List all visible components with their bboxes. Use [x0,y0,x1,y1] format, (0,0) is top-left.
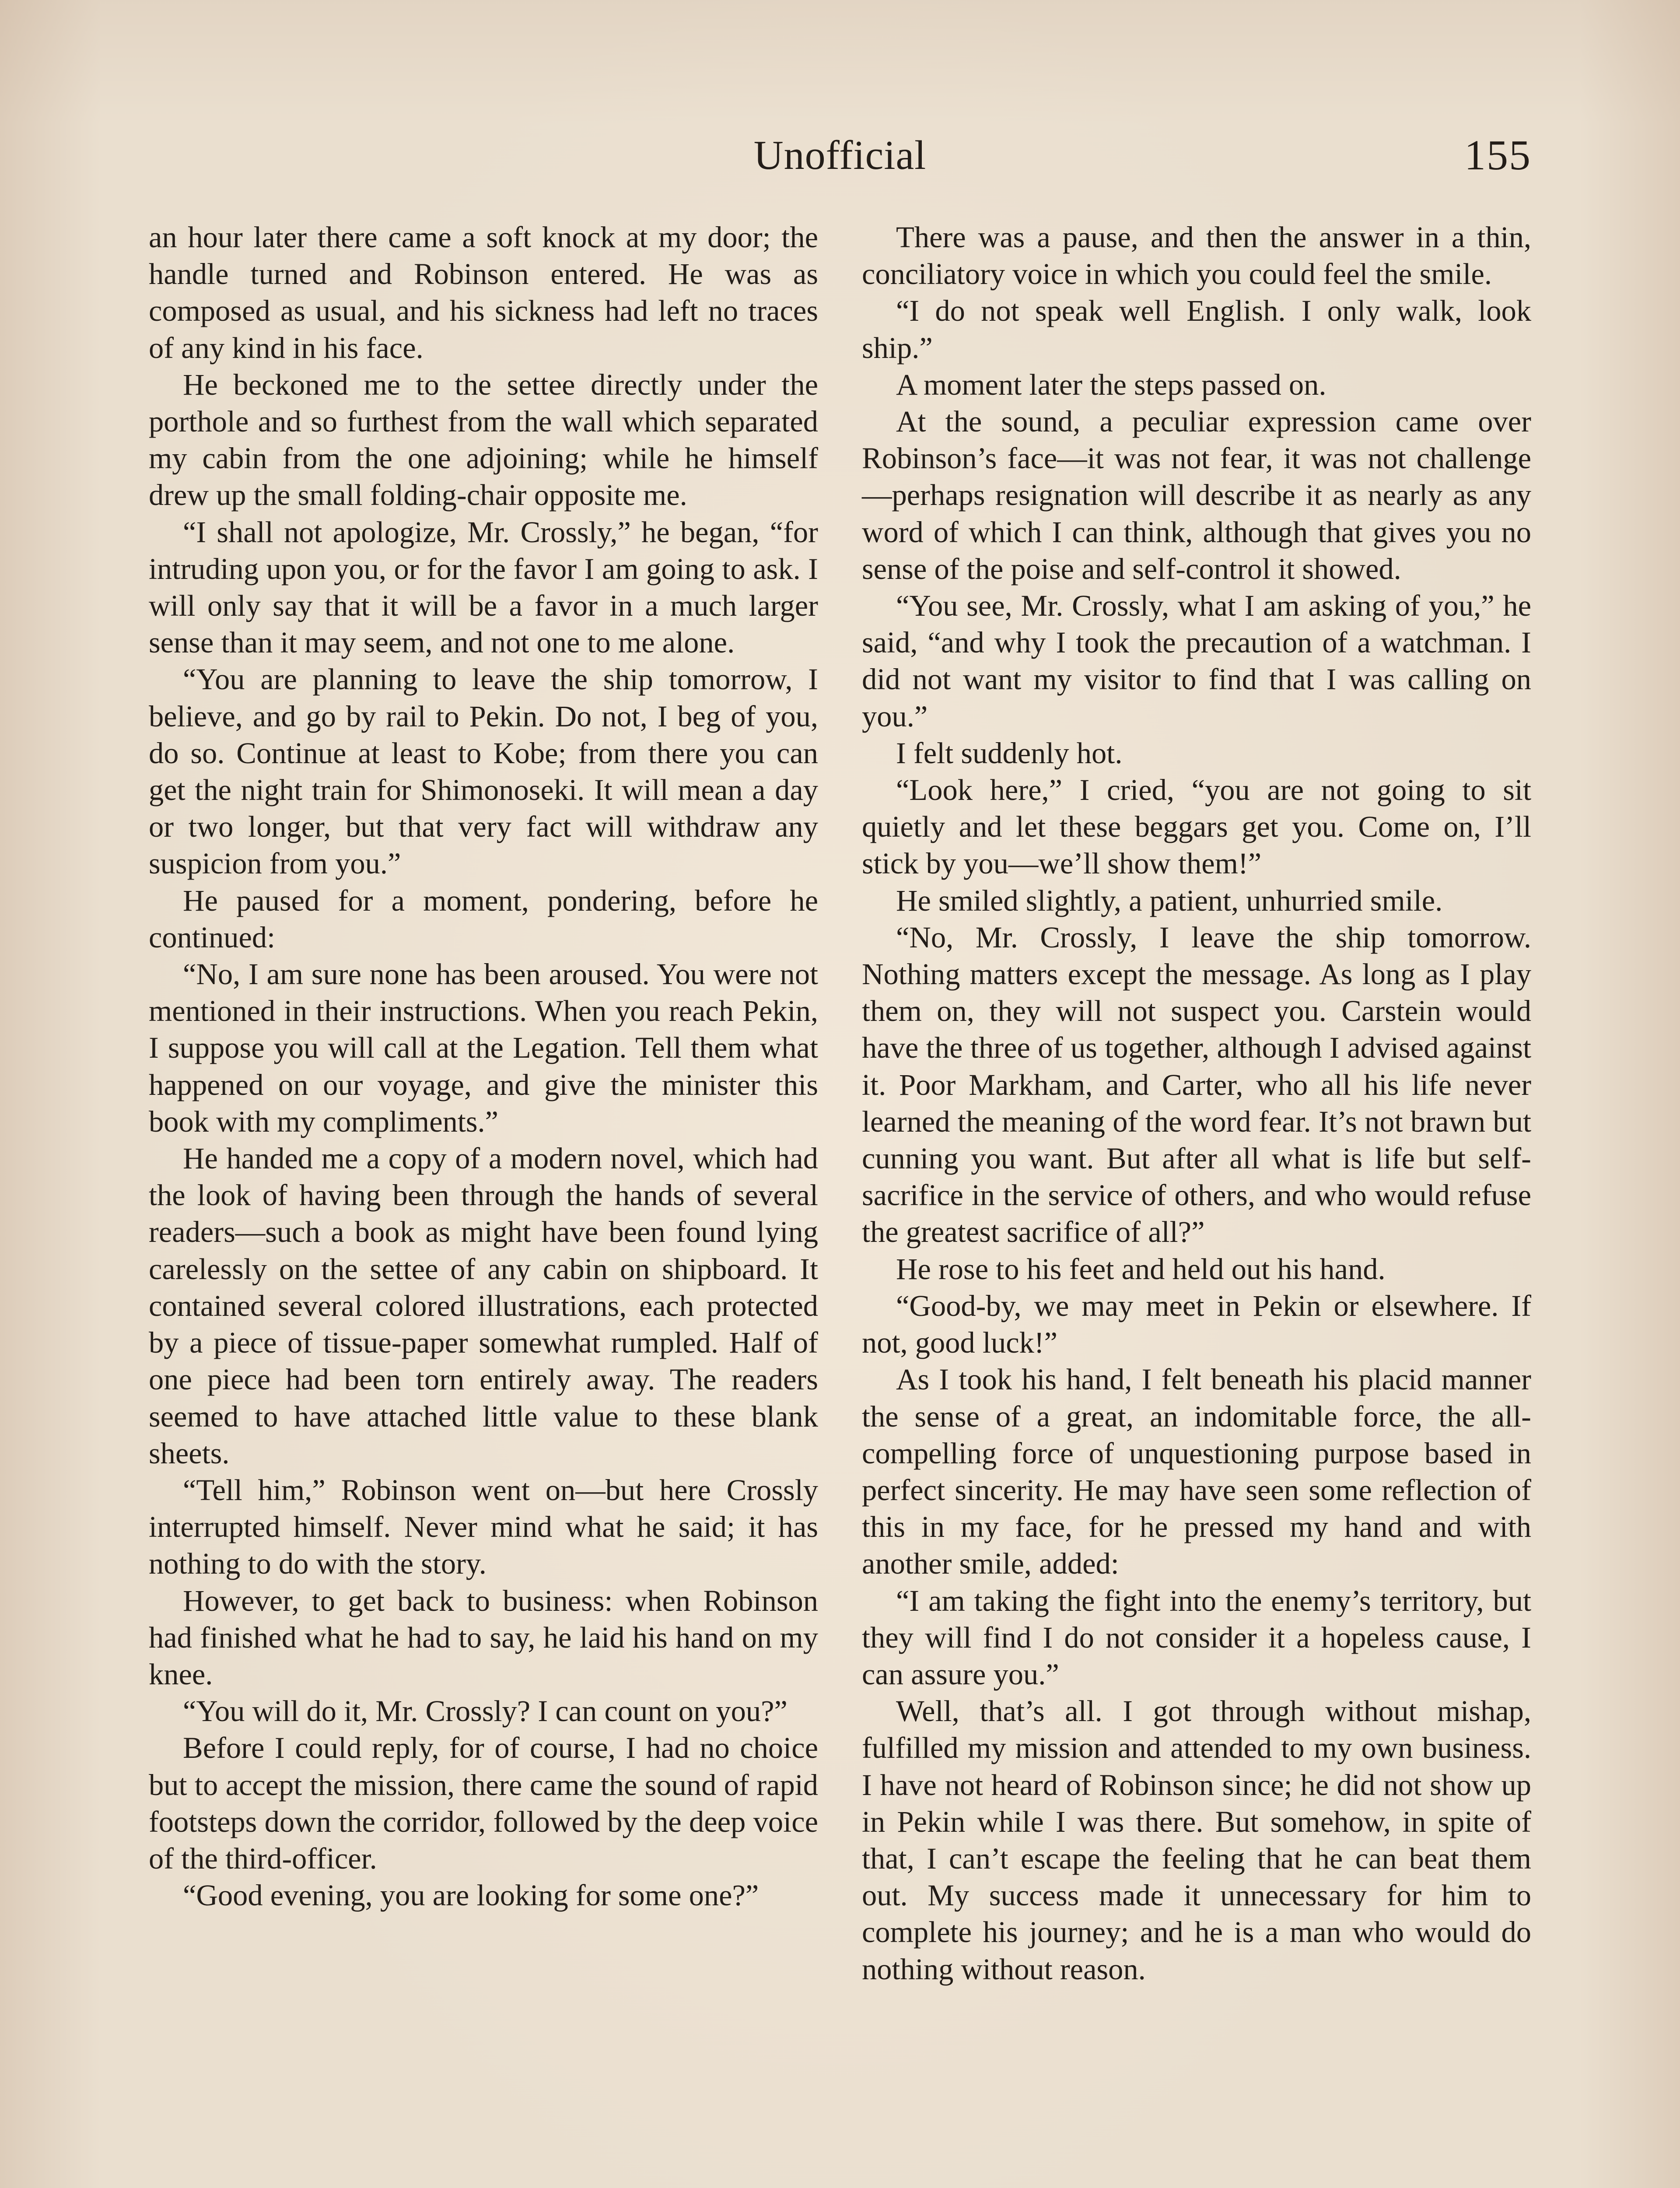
paragraph: “Good evening, you are looking for some one?” [183,1879,759,1912]
paragraph: “No, I am sure none has been aroused. You were not mentioned in their instructions. When you reach Pekin, I suppose you will call at the Legation. Tell them what happened on our voyage, and give the minister this book with my compliments.” [149,957,818,1138]
paragraph: He paused for a moment, pondering, before he continued: [149,884,818,954]
paragraph: He beckoned me to the settee directly under the porthole and so furthest from the wall which separated my cabin from the one adjoining; while he himself drew up the small folding-chair opposite me. [149,368,818,512]
page-number: 155 [1464,132,1531,179]
paragraph: “No, Mr. Crossly, I leave the ship tomorrow. Nothing matters except the message. As long as I play them on, they will not suspect you. Carstein would have the three of us together, although I advised against it. Poor Markham, and Carter, who all his life never learned the meaning of the word fear. It’s not brawn but cunning you want. But after all what is life but self-sacrifice in the service of others, and who would refuse the greatest sacrifice of all?” [862,920,1531,1249]
left-column [149,219,818,1914]
paragraph: “You will do it, Mr. Crossly? I can count on you?” [183,1694,788,1728]
paragraph: A moment later the steps passed on. [896,368,1326,401]
paragraph: However, to get back to business: when Robinson had finished what he had to say, he laid his hand on my knee. [149,1584,818,1691]
running-title: Unofficial [753,133,927,178]
paragraph: “You are planning to leave the ship tomorrow, I believe, and go by rail to Pekin. Do not, I beg of you, do so. Continue at least to Kobe; from there you can get the night train for Shimonoseki. It will mean a day or two longer, but that very fact will withdraw any suspicion from you.” [149,663,818,880]
paragraph: He smiled slightly, a patient, unhurried smile. [896,884,1443,917]
running-header [149,127,1531,184]
right-column [862,219,1531,1988]
paragraph: There was a pause, and then the answer in a thin, conciliatory voice in which you could feel the smile. [862,221,1531,291]
paragraph: He rose to his feet and held out his hand. [896,1252,1386,1286]
paragraph: an hour later there came a soft knock at my door; the handle turned and Robinson entered. He was as composed as usual, and his sickness had left no traces of any kind in his face. [149,221,818,365]
paragraph: “Tell him,” Robinson went on—but here Crossly interrupted himself. Never mind what he said; it has nothing to do with the story. [149,1473,818,1581]
paragraph: As I took his hand, I felt beneath his placid manner the sense of a great, an indomitable force, the all-compelling force of unquestioning purpose based in perfect sincerity. He may have seen some reflection of this in my face, for he pressed my hand and with another smile, added: [862,1363,1531,1581]
paragraph: “I do not speak well English. I only walk, look ship.” [862,294,1531,365]
paragraph: “I shall not apologize, Mr. Crossly,” he began, “for intruding upon you, or for the favor I am going to ask. I will only say that it will be a favor in a much larger sense than it may seem, and not one to me alone. [149,515,818,659]
paragraph: “Good-by, we may meet in Pekin or elsewhere. If not, good luck!” [862,1289,1531,1360]
paragraph: At the sound, a peculiar expression came over Robinson’s face—it was not fear, it was not challenge—perhaps resignation will describe it as nearly as any word of which I can think, although that gives you no sense of the poise and self-control it showed. [862,405,1531,586]
paragraph: “I am taking the fight into the enemy’s territory, but they will find I do not consider it a hopeless cause, I can assure you.” [862,1584,1531,1691]
paragraph: He handed me a copy of a modern novel, which had the look of having been through the hands of several readers—such a book as might have been found lying carelessly on the settee of any cabin on shipboard. It contained several colored illustrations, each protected by a piece of tissue-paper somewhat rumpled. Half of one piece had been torn entirely away. The readers seemed to have attached little value to these blank sheets. [149,1142,818,1470]
paragraph: Before I could reply, for of course, I had no choice but to accept the mission, there came the sound of rapid footsteps down the corridor, followed by the deep voice of the third-officer. [149,1731,818,1875]
paragraph: Well, that’s all. I got through without mishap, fulfilled my mission and attended to my own business. I have not heard of Robinson since; he did not show up in Pekin while I was there. But somehow, in spite of that, I can’t escape the feeling that he can beat them out. My success made it unnecessary for him to complete his journey; and he is a man who would do nothing without reason. [862,1694,1531,1986]
paragraph: I felt suddenly hot. [896,736,1123,770]
paragraph: “You see, Mr. Crossly, what I am asking of you,” he said, “and why I took the precaution of a watchman. I did not want my visitor to find that I was calling on you.” [862,589,1531,733]
paragraph: “Look here,” I cried, “you are not going to sit quietly and let these beggars get you. Come on, I’ll stick by you—we’ll show them!” [862,773,1531,880]
